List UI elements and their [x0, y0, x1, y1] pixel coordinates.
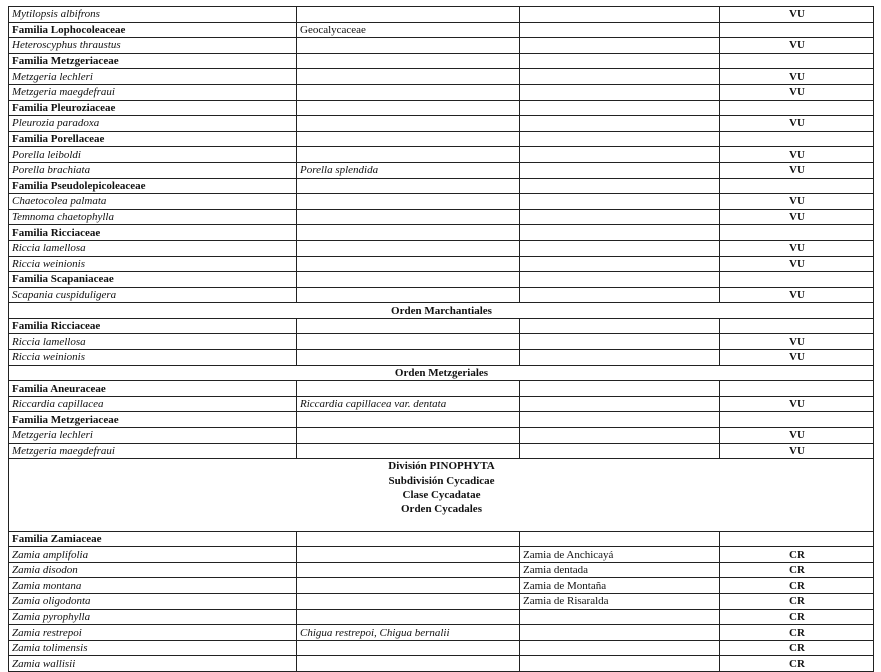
- category-cell: VU: [720, 69, 874, 85]
- species-row: [9, 84, 874, 100]
- species-row: [9, 116, 874, 132]
- category-cell: [720, 381, 874, 397]
- family-row: [9, 381, 874, 397]
- species-name-cell: Chaetocolea palmata: [9, 194, 297, 210]
- family-name-cell: Familia Pleuroziaceae: [9, 100, 297, 116]
- family-name-cell: Familia Aneuraceae: [9, 381, 297, 397]
- category-cell: VU: [720, 350, 874, 366]
- species-row: [9, 562, 874, 578]
- common-name-cell: [520, 625, 720, 641]
- family-name-cell: Familia Metzgeriaceae: [9, 412, 297, 428]
- family-name-cell: Familia Scapaniaceae: [9, 272, 297, 288]
- species-name-cell: Temnoma chaetophylla: [9, 209, 297, 225]
- common-name-cell: [520, 100, 720, 116]
- family-row: [9, 531, 874, 547]
- species-row: [9, 578, 874, 594]
- common-name-cell: [520, 428, 720, 444]
- species-name-cell: Metzgeria maegdefraui: [9, 84, 297, 100]
- species-name-cell: Zamia amplifolia: [9, 547, 297, 563]
- order-heading: Orden Metzgeriales: [9, 365, 874, 381]
- family-name-cell: Familia Lophocoleaceae: [9, 22, 297, 38]
- common-name-cell: [520, 381, 720, 397]
- common-name-cell: [520, 640, 720, 656]
- common-name-cell: Zamia de Anchicayá: [520, 547, 720, 563]
- common-name-cell: [520, 396, 720, 412]
- synonym-cell: [297, 640, 520, 656]
- category-cell: CR: [720, 562, 874, 578]
- family-name-cell: Familia Pseudolepicoleaceae: [9, 178, 297, 194]
- taxonomy-heading-line: Subdivisión Cycadicae: [388, 474, 495, 487]
- species-row: [9, 656, 874, 672]
- taxonomy-heading-row: [9, 459, 874, 531]
- category-cell: VU: [720, 256, 874, 272]
- common-name-cell: [520, 84, 720, 100]
- synonym-cell: [297, 412, 520, 428]
- synonym-cell: [297, 562, 520, 578]
- common-name-cell: [520, 7, 720, 23]
- category-cell: [720, 100, 874, 116]
- species-name-cell: Riccia weinionis: [9, 256, 297, 272]
- synonym-cell: [297, 69, 520, 85]
- category-cell: VU: [720, 209, 874, 225]
- category-cell: [720, 412, 874, 428]
- threatened-species-table: [8, 6, 874, 672]
- taxonomy-heading-spacer: [12, 516, 871, 530]
- species-row: [9, 640, 874, 656]
- species-name-cell: Metzgeria lechleri: [9, 69, 297, 85]
- species-row: [9, 209, 874, 225]
- family-row: [9, 412, 874, 428]
- common-name-cell: [520, 209, 720, 225]
- common-name-cell: Zamia de Risaralda: [520, 594, 720, 610]
- family-row: [9, 178, 874, 194]
- species-row: [9, 69, 874, 85]
- category-cell: VU: [720, 7, 874, 23]
- synonym-cell: [297, 100, 520, 116]
- species-row: [9, 162, 874, 178]
- synonym-cell: [297, 578, 520, 594]
- species-row: [9, 625, 874, 641]
- species-table-sheet: [8, 6, 874, 672]
- category-cell: [720, 531, 874, 547]
- species-name-cell: Zamia tolimensis: [9, 640, 297, 656]
- common-name-cell: [520, 656, 720, 672]
- species-row: [9, 147, 874, 163]
- species-name-cell: Riccia weinionis: [9, 350, 297, 366]
- synonym-cell: [297, 84, 520, 100]
- common-name-cell: [520, 412, 720, 428]
- synonym-cell: [297, 209, 520, 225]
- category-cell: [720, 131, 874, 147]
- synonym-cell: [297, 7, 520, 23]
- species-name-cell: Zamia oligodonta: [9, 594, 297, 610]
- species-name-cell: Riccia lamellosa: [9, 334, 297, 350]
- category-cell: VU: [720, 396, 874, 412]
- species-row: [9, 547, 874, 563]
- common-name-cell: [520, 147, 720, 163]
- category-cell: VU: [720, 428, 874, 444]
- category-cell: VU: [720, 194, 874, 210]
- order-heading-row: [9, 303, 874, 319]
- synonym-cell: [297, 287, 520, 303]
- category-cell: [720, 225, 874, 241]
- category-cell: VU: [720, 84, 874, 100]
- family-row: [9, 131, 874, 147]
- family-row: [9, 225, 874, 241]
- family-row: [9, 100, 874, 116]
- synonym-cell: [297, 116, 520, 132]
- synonym-cell: [297, 256, 520, 272]
- category-cell: CR: [720, 594, 874, 610]
- species-name-cell: Zamia montana: [9, 578, 297, 594]
- order-heading: Orden Marchantiales: [9, 303, 874, 319]
- category-cell: CR: [720, 625, 874, 641]
- species-name-cell: Zamia restrepoi: [9, 625, 297, 641]
- common-name-cell: [520, 531, 720, 547]
- species-name-cell: Riccia lamellosa: [9, 240, 297, 256]
- species-name-cell: Zamia wallisii: [9, 656, 297, 672]
- synonym-cell: [297, 240, 520, 256]
- species-row: [9, 594, 874, 610]
- synonym-cell: Chigua restrepoi, Chigua bernalii: [297, 625, 520, 641]
- synonym-cell: [297, 272, 520, 288]
- species-name-cell: Scapania cuspiduligera: [9, 287, 297, 303]
- category-cell: VU: [720, 38, 874, 54]
- category-cell: [720, 272, 874, 288]
- synonym-cell: [297, 131, 520, 147]
- species-name-cell: Porella leiboldi: [9, 147, 297, 163]
- species-name-cell: Mytilopsis albifrons: [9, 7, 297, 23]
- species-row: [9, 443, 874, 459]
- common-name-cell: [520, 38, 720, 54]
- taxonomy-heading-line: Orden Cycadales: [401, 503, 482, 516]
- family-row: [9, 272, 874, 288]
- species-name-cell: Zamia pyrophylla: [9, 609, 297, 625]
- category-cell: VU: [720, 334, 874, 350]
- category-cell: CR: [720, 640, 874, 656]
- taxonomy-heading-line: División PINOPHYTA: [388, 460, 495, 473]
- species-row: [9, 334, 874, 350]
- synonym-cell: Riccardia capillacea var. dentata: [297, 396, 520, 412]
- table-body: [9, 7, 874, 672]
- synonym-cell: [297, 531, 520, 547]
- category-cell: VU: [720, 147, 874, 163]
- category-cell: VU: [720, 240, 874, 256]
- species-row: [9, 7, 874, 23]
- category-cell: VU: [720, 116, 874, 132]
- species-row: [9, 350, 874, 366]
- common-name-cell: [520, 178, 720, 194]
- species-row: [9, 287, 874, 303]
- common-name-cell: Zamia de Montaña: [520, 578, 720, 594]
- synonym-cell: [297, 318, 520, 334]
- species-name-cell: Metzgeria lechleri: [9, 428, 297, 444]
- synonym-cell: Geocalycaceae: [297, 22, 520, 38]
- common-name-cell: [520, 116, 720, 132]
- common-name-cell: [520, 256, 720, 272]
- category-cell: CR: [720, 578, 874, 594]
- family-row: [9, 53, 874, 69]
- common-name-cell: [520, 318, 720, 334]
- species-row: [9, 609, 874, 625]
- category-cell: CR: [720, 609, 874, 625]
- common-name-cell: [520, 287, 720, 303]
- synonym-cell: [297, 194, 520, 210]
- category-cell: [720, 22, 874, 38]
- category-cell: [720, 178, 874, 194]
- common-name-cell: [520, 162, 720, 178]
- synonym-cell: Porella splendida: [297, 162, 520, 178]
- common-name-cell: [520, 69, 720, 85]
- species-name-cell: Metzgeria maegdefraui: [9, 443, 297, 459]
- order-heading-row: [9, 365, 874, 381]
- species-name-cell: Zamia disodon: [9, 562, 297, 578]
- synonym-cell: [297, 350, 520, 366]
- family-name-cell: Familia Porellaceae: [9, 131, 297, 147]
- family-row: [9, 22, 874, 38]
- synonym-cell: [297, 594, 520, 610]
- family-name-cell: Familia Metzgeriaceae: [9, 53, 297, 69]
- synonym-cell: [297, 428, 520, 444]
- species-row: [9, 396, 874, 412]
- species-row: [9, 38, 874, 54]
- category-cell: CR: [720, 547, 874, 563]
- synonym-cell: [297, 53, 520, 69]
- taxonomy-heading-line: Clase Cycadatae: [402, 488, 481, 501]
- species-name-cell: Porella brachiata: [9, 162, 297, 178]
- taxonomy-heading: [9, 459, 874, 531]
- category-cell: [720, 53, 874, 69]
- category-cell: VU: [720, 443, 874, 459]
- common-name-cell: [520, 240, 720, 256]
- species-row: [9, 256, 874, 272]
- common-name-cell: [520, 609, 720, 625]
- synonym-cell: [297, 443, 520, 459]
- synonym-cell: [297, 609, 520, 625]
- family-name-cell: Familia Ricciaceae: [9, 225, 297, 241]
- common-name-cell: [520, 350, 720, 366]
- common-name-cell: [520, 225, 720, 241]
- family-name-cell: Familia Ricciaceae: [9, 318, 297, 334]
- common-name-cell: [520, 131, 720, 147]
- common-name-cell: Zamia dentada: [520, 562, 720, 578]
- synonym-cell: [297, 147, 520, 163]
- family-name-cell: Familia Zamiaceae: [9, 531, 297, 547]
- synonym-cell: [297, 334, 520, 350]
- synonym-cell: [297, 547, 520, 563]
- common-name-cell: [520, 194, 720, 210]
- species-row: [9, 194, 874, 210]
- species-name-cell: Heteroscyphus thraustus: [9, 38, 297, 54]
- category-cell: CR: [720, 656, 874, 672]
- species-name-cell: Riccardia capillacea: [9, 396, 297, 412]
- species-row: [9, 428, 874, 444]
- common-name-cell: [520, 272, 720, 288]
- synonym-cell: [297, 225, 520, 241]
- common-name-cell: [520, 334, 720, 350]
- species-row: [9, 240, 874, 256]
- common-name-cell: [520, 53, 720, 69]
- species-name-cell: Pleurozia paradoxa: [9, 116, 297, 132]
- category-cell: VU: [720, 287, 874, 303]
- common-name-cell: [520, 443, 720, 459]
- synonym-cell: [297, 178, 520, 194]
- synonym-cell: [297, 656, 520, 672]
- common-name-cell: [520, 22, 720, 38]
- category-cell: [720, 318, 874, 334]
- synonym-cell: [297, 381, 520, 397]
- family-row: [9, 318, 874, 334]
- synonym-cell: [297, 38, 520, 54]
- category-cell: VU: [720, 162, 874, 178]
